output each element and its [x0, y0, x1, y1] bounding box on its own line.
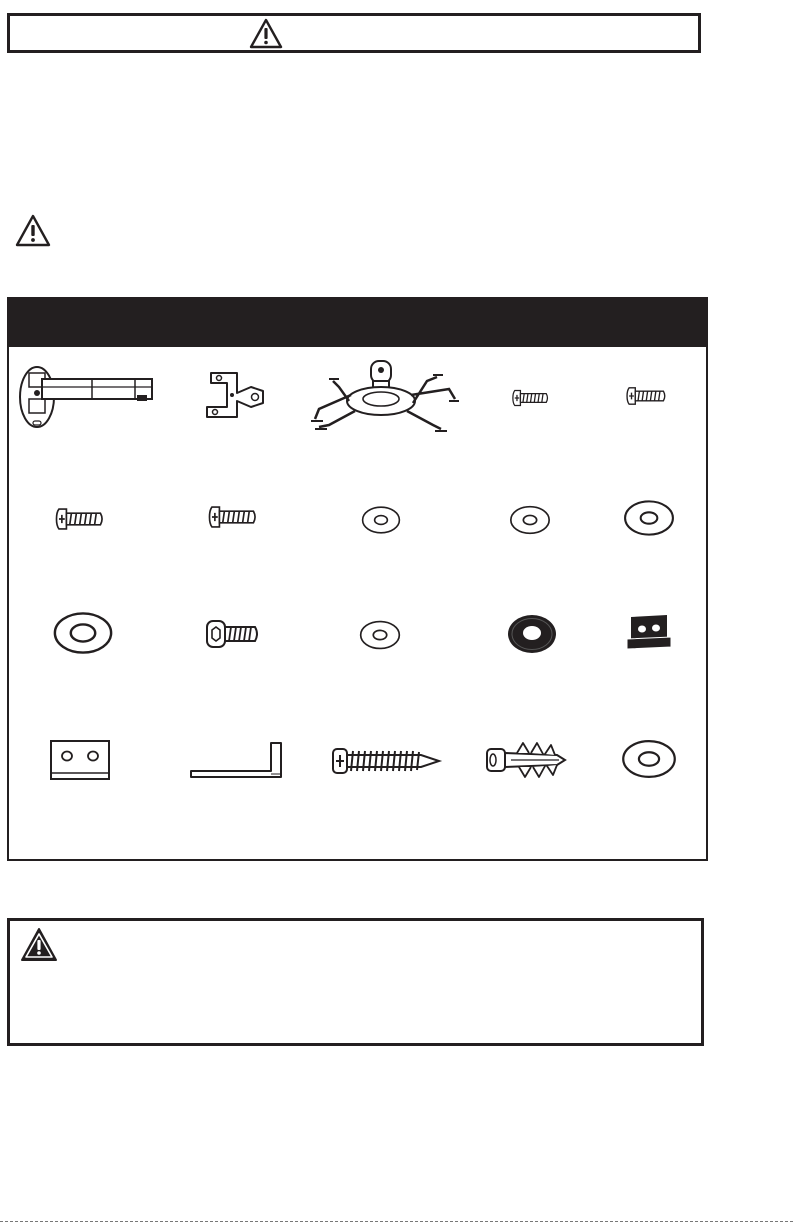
warning-triangle-icon — [249, 18, 283, 49]
small-washer-part — [359, 619, 401, 651]
cable-clamp-part — [625, 611, 673, 653]
caution-box — [7, 918, 704, 1046]
small-washer-part — [361, 505, 401, 535]
projector-mount-part — [309, 359, 459, 435]
medium-screw-part — [54, 499, 112, 539]
interface-bracket-part — [199, 369, 269, 429]
adapter-arm-part — [17, 363, 159, 429]
large-washer-part — [623, 499, 675, 537]
rubber-washer-part — [506, 613, 558, 655]
small-screw-part — [511, 383, 555, 413]
small-washer-part — [509, 505, 551, 535]
medium-screw-part — [207, 497, 265, 537]
socket-cap-bolt-part — [205, 617, 261, 653]
parts-list-header — [9, 299, 706, 347]
allen-key-part — [189, 739, 285, 779]
large-washer-part — [621, 737, 677, 781]
warning-triangle-icon — [15, 214, 51, 247]
lag-screw-part — [331, 743, 443, 779]
page-cut-line — [0, 1221, 793, 1222]
clamp-plate-part — [49, 739, 111, 781]
large-washer-part — [52, 611, 114, 655]
filled-warning-triangle-icon — [20, 927, 58, 962]
small-screw-part — [625, 379, 673, 413]
warning-header-bar — [7, 13, 701, 53]
wall-anchor-part — [485, 739, 569, 781]
parts-list-panel — [7, 297, 708, 861]
